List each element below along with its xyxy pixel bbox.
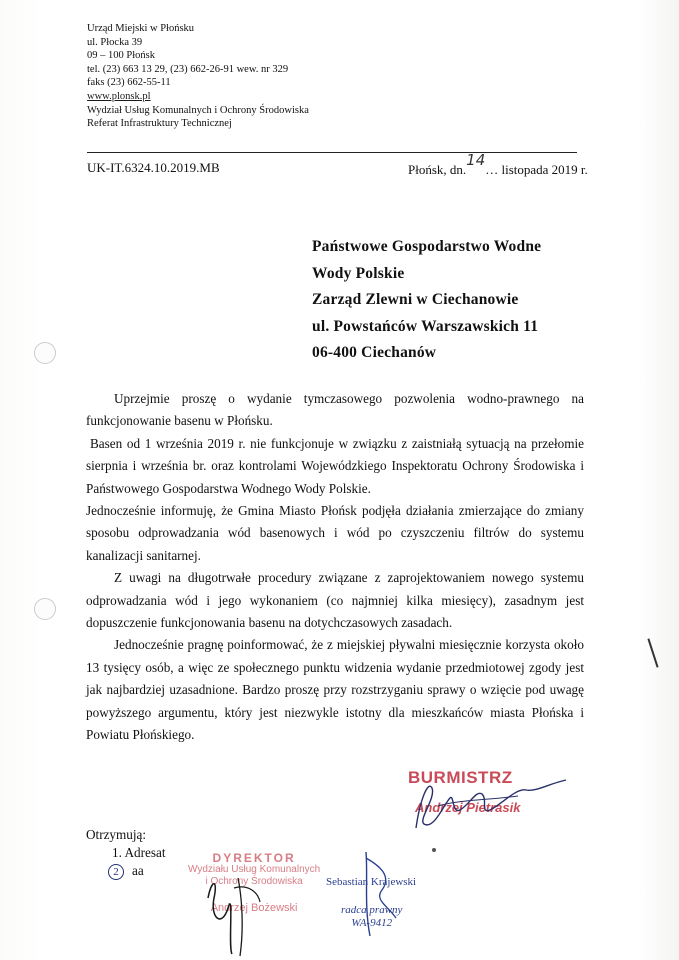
recipient-line: ul. Powstańców Warszawskich 11 (312, 317, 539, 335)
legal-stamp-number: WA-9412 (351, 917, 393, 929)
director-stamp-line: Wydziału Usług Komunalnych (188, 864, 321, 875)
receiver-item (86, 844, 165, 862)
recipient-line: Zarząd Zlewni w Ciechanowie (312, 291, 519, 308)
header-divider (87, 152, 577, 153)
recipient-address (312, 234, 541, 367)
body-paragraph: Basen od 1 września 2019 r. nie funkcjonuje w związku z zaistniałą sytuacją na przełomie sierpnia i września br. oraz kontrolami Wojewódzkiego Inspektoratu Ochrony Środowiska i Państwowego Gospodarstwa Wodnego Wody Polskie. (86, 435, 584, 496)
legal-stamp-title: radca prawny (341, 904, 403, 916)
department-name: Wydział Usług Komunalnych i Ochrony Środowiska (87, 104, 309, 116)
receivers-title: Otrzymują: (86, 827, 147, 842)
receiver-number: 1. (112, 845, 122, 860)
ink-dot (432, 848, 436, 852)
header-line: faks (23) 662-55-11 (87, 77, 171, 89)
receiver-label: aa (132, 863, 144, 878)
body-paragraph: Jednocześnie informuję, że Gmina Miasto Płońsk podjęła działania zmierzające do zmiany sposobu odprowadzania wód basenowych i wód po czyszczeniu filtrów do systemu kanalizacji sanitarnej. (86, 503, 584, 563)
legal-signature (352, 846, 412, 942)
header-line: Urząd Miejski w Płońsku (87, 23, 195, 34)
receivers-list (86, 826, 165, 880)
legal-stamp-name: Sebastian Krajewski (326, 876, 417, 888)
header-line: ul. Płocka 39 (87, 36, 143, 48)
date-day-handwritten: 14 (466, 151, 486, 169)
mayor-signature (398, 770, 578, 840)
receiver-item (86, 862, 165, 880)
director-stamp-title: DYREKTOR (212, 851, 296, 865)
receiver-label: Adresat (124, 845, 166, 860)
recipient-line: 06-400 Ciechanów (312, 344, 437, 361)
body-paragraph: Uprzejmie proszę o wydanie tymczasowego pozwolenia wodno-prawnego na funkcjonowanie basenu w Płońsku. (86, 391, 584, 429)
case-reference: UK-IT.6324.10.2019.MB (87, 160, 220, 175)
director-stamp-name: Andrzej Bożewski (210, 902, 298, 914)
header-line: tel. (23) 663 13 29, (23) 662-26-91 wew. nr 329 (87, 63, 289, 75)
date-suffix: listopada 2019 r. (501, 162, 588, 177)
unit-name: Referat Infrastruktury Technicznej (87, 118, 232, 130)
director-signature (198, 858, 278, 958)
body-paragraph: Z uwagi na długotrwałe procedury związane z zaprojektowaniem nowego systemu odprowadzania wód i jego wykonaniem (co najmniej kilka miesięcy), zasadnym jest dopuszczenie funkcjonowania basenu na dotychczasowych zasadach. (86, 570, 584, 631)
director-stamp-line: i Ochrony Środowiska (205, 876, 303, 887)
sender-header (87, 22, 309, 131)
body-paragraph: Jednocześnie pragnę poinformować, że z miejskiej pływalni miesięcznie korzysta około 13 tysięcy osób, a więc ze społecznego punktu widzenia wydanie przedmiotowej zgody jest jak najbardziej uzasadnione. Bardzo proszę przy rozstrzyganiu sprawy o wzięcie pod uwagę powyższego argumentu, który jest niezwykle istotny dla mieszkańców miasta Płońska i Powiatu Płońskiego. (86, 637, 584, 743)
mayor-stamp-name: Andrzej Pietrasik (415, 800, 521, 815)
header-line: 09 – 100 Płońsk (87, 50, 155, 62)
letter-body (86, 388, 584, 747)
date-prefix: Płońsk, dn. (408, 162, 467, 177)
mayor-stamp-title: BURMISTRZ (408, 768, 513, 787)
recipient-line: Wody Polskie (312, 264, 405, 282)
website-link[interactable]: www.plonsk.pl (87, 90, 151, 102)
margin-pen-mark (647, 638, 658, 667)
circled-number: 2 (108, 864, 124, 880)
punch-hole (34, 598, 56, 620)
recipient-line: Państwowe Gospodarstwo Wodne (312, 238, 542, 255)
letter-date: Płońsk, dn.14… listopada 2019 r. (408, 151, 588, 177)
punch-hole (34, 342, 56, 364)
